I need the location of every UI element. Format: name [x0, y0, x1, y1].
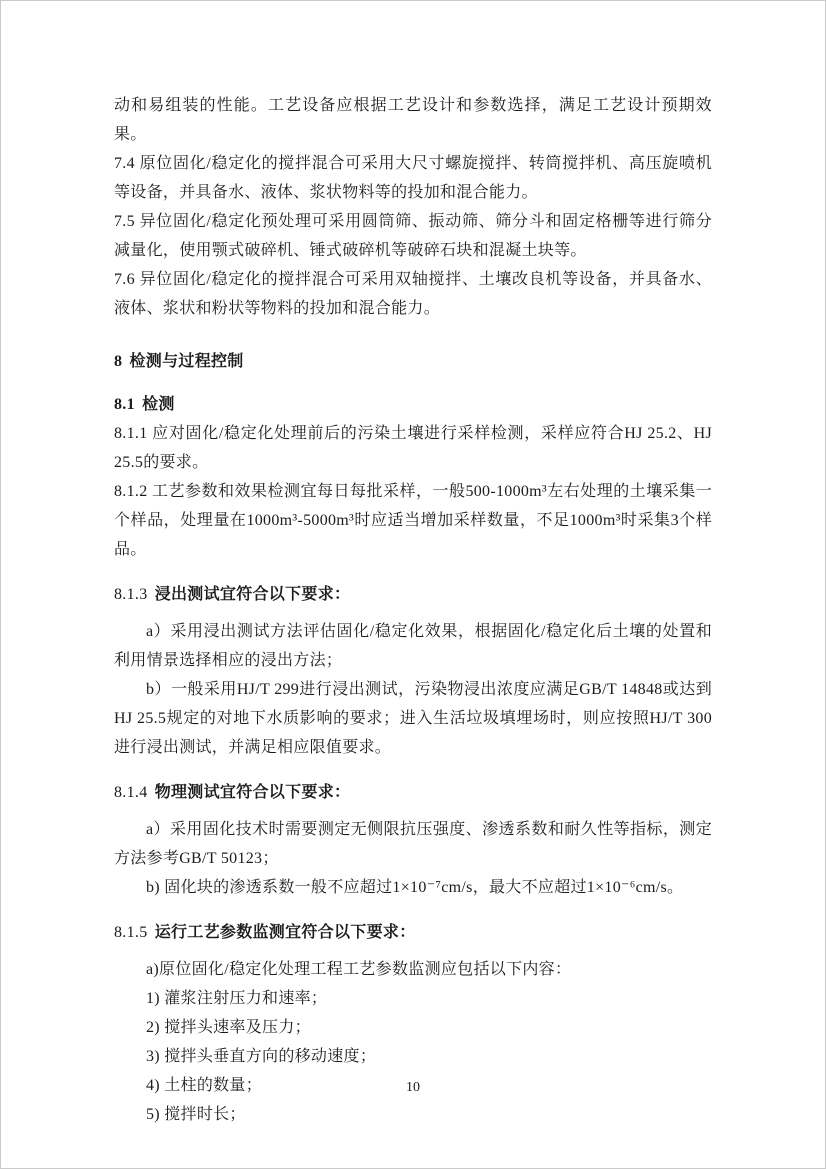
clause-7-6: 7.6 异位固化/稳定化的搅拌混合可采用双轴搅拌、土壤改良机等设备，并具备水、液体、浆状和粉状等物料的投加和混合能力。: [114, 271, 712, 317]
clause-8-1-4-heading: [114, 778, 712, 807]
clause-7-5: 7.5 异位固化/稳定化预处理可采用圆筒筛、振动筛、筛分斗和固定格栅等进行筛分减量化，使用颚式破碎机、锤式破碎机等破碎石块和混凝土块等。: [114, 213, 712, 259]
list-item: 1) 灌浆注射压力和速率；: [146, 990, 328, 1007]
clause-8-1-5-title: 运行工艺参数监测宜符合以下要求：: [154, 924, 416, 941]
clause-8-1-5-heading: [114, 918, 712, 947]
clause-7-4: 7.4 原位固化/稳定化的搅拌混合可采用大尺寸螺旋搅拌、转筒搅拌机、高压旋喷机等设备，并具备水、液体、浆状物料等的投加和混合能力。: [114, 155, 712, 201]
clause-8-1-4-number: 8.1.4: [114, 784, 148, 801]
clause-8-1-3-title: 浸出测试宜符合以下要求：: [154, 586, 351, 603]
item-8-1-4-b: b) 固化块的渗透系数一般不应超过1×10⁻⁷cm/s，最大不应超过1×10⁻⁶cm/s。: [146, 879, 684, 896]
paragraph-continuation: 动和易组装的性能。工艺设备应根据工艺设计和参数选择，满足工艺设计预期效果。: [114, 97, 712, 143]
list-item: 5) 搅拌时长；: [146, 1106, 246, 1123]
item-8-1-4-a: a）采用固化技术时需要测定无侧限抗压强度、渗透系数和耐久性等指标，测定方法参考GB/T 50123；: [114, 821, 712, 867]
section-8-1-heading: [114, 390, 712, 419]
item-8-1-5-a: a)原位固化/稳定化处理工程工艺参数监测应包括以下内容：: [146, 961, 572, 978]
item-8-1-3-b: b）一般采用HJ/T 299进行浸出测试，污染物浸出浓度应满足GB/T 14848或达到HJ 25.5规定的对地下水质影响的要求；进入生活垃圾填埋场时，则应按照HJ/T 300进行浸出测试，并满足相应限值要求。: [114, 681, 712, 756]
list-item: 2) 搅拌头速率及压力；: [146, 1019, 311, 1036]
section-8-1-title: 检测: [142, 396, 175, 413]
clause-8-1-5-number: 8.1.5: [114, 924, 148, 941]
section-8-number: 8: [114, 353, 123, 370]
list-item: 3) 搅拌头垂直方向的移动速度；: [146, 1048, 377, 1065]
page-content: [114, 91, 712, 1129]
page-number: 10: [406, 1080, 420, 1095]
clause-8-1-1: 8.1.1 应对固化/稳定化处理前后的污染土壤进行采样检测，采样应符合HJ 25.2、HJ 25.5的要求。: [114, 425, 712, 471]
list-item: 4) 土柱的数量；: [146, 1077, 263, 1094]
clause-8-1-3-heading: [114, 580, 712, 609]
clause-8-1-3-number: 8.1.3: [114, 586, 148, 603]
section-8-1-number: 8.1: [114, 396, 135, 413]
item-8-1-3-a: a）采用浸出测试方法评估固化/稳定化效果，根据固化/稳定化后土壤的处置和利用情景选择相应的浸出方法；: [114, 623, 712, 669]
section-8-title: 检测与过程控制: [129, 353, 244, 370]
section-8-heading: [114, 347, 712, 376]
clause-8-1-4-title: 物理测试宜符合以下要求：: [154, 784, 351, 801]
clause-8-1-2: 8.1.2 工艺参数和效果检测宜每日每批采样，一般500-1000m³左右处理的土壤采集一个样品，处理量在1000m³-5000m³时应适当增加采样数量，不足1000m³时采集3个样品。: [114, 483, 712, 558]
